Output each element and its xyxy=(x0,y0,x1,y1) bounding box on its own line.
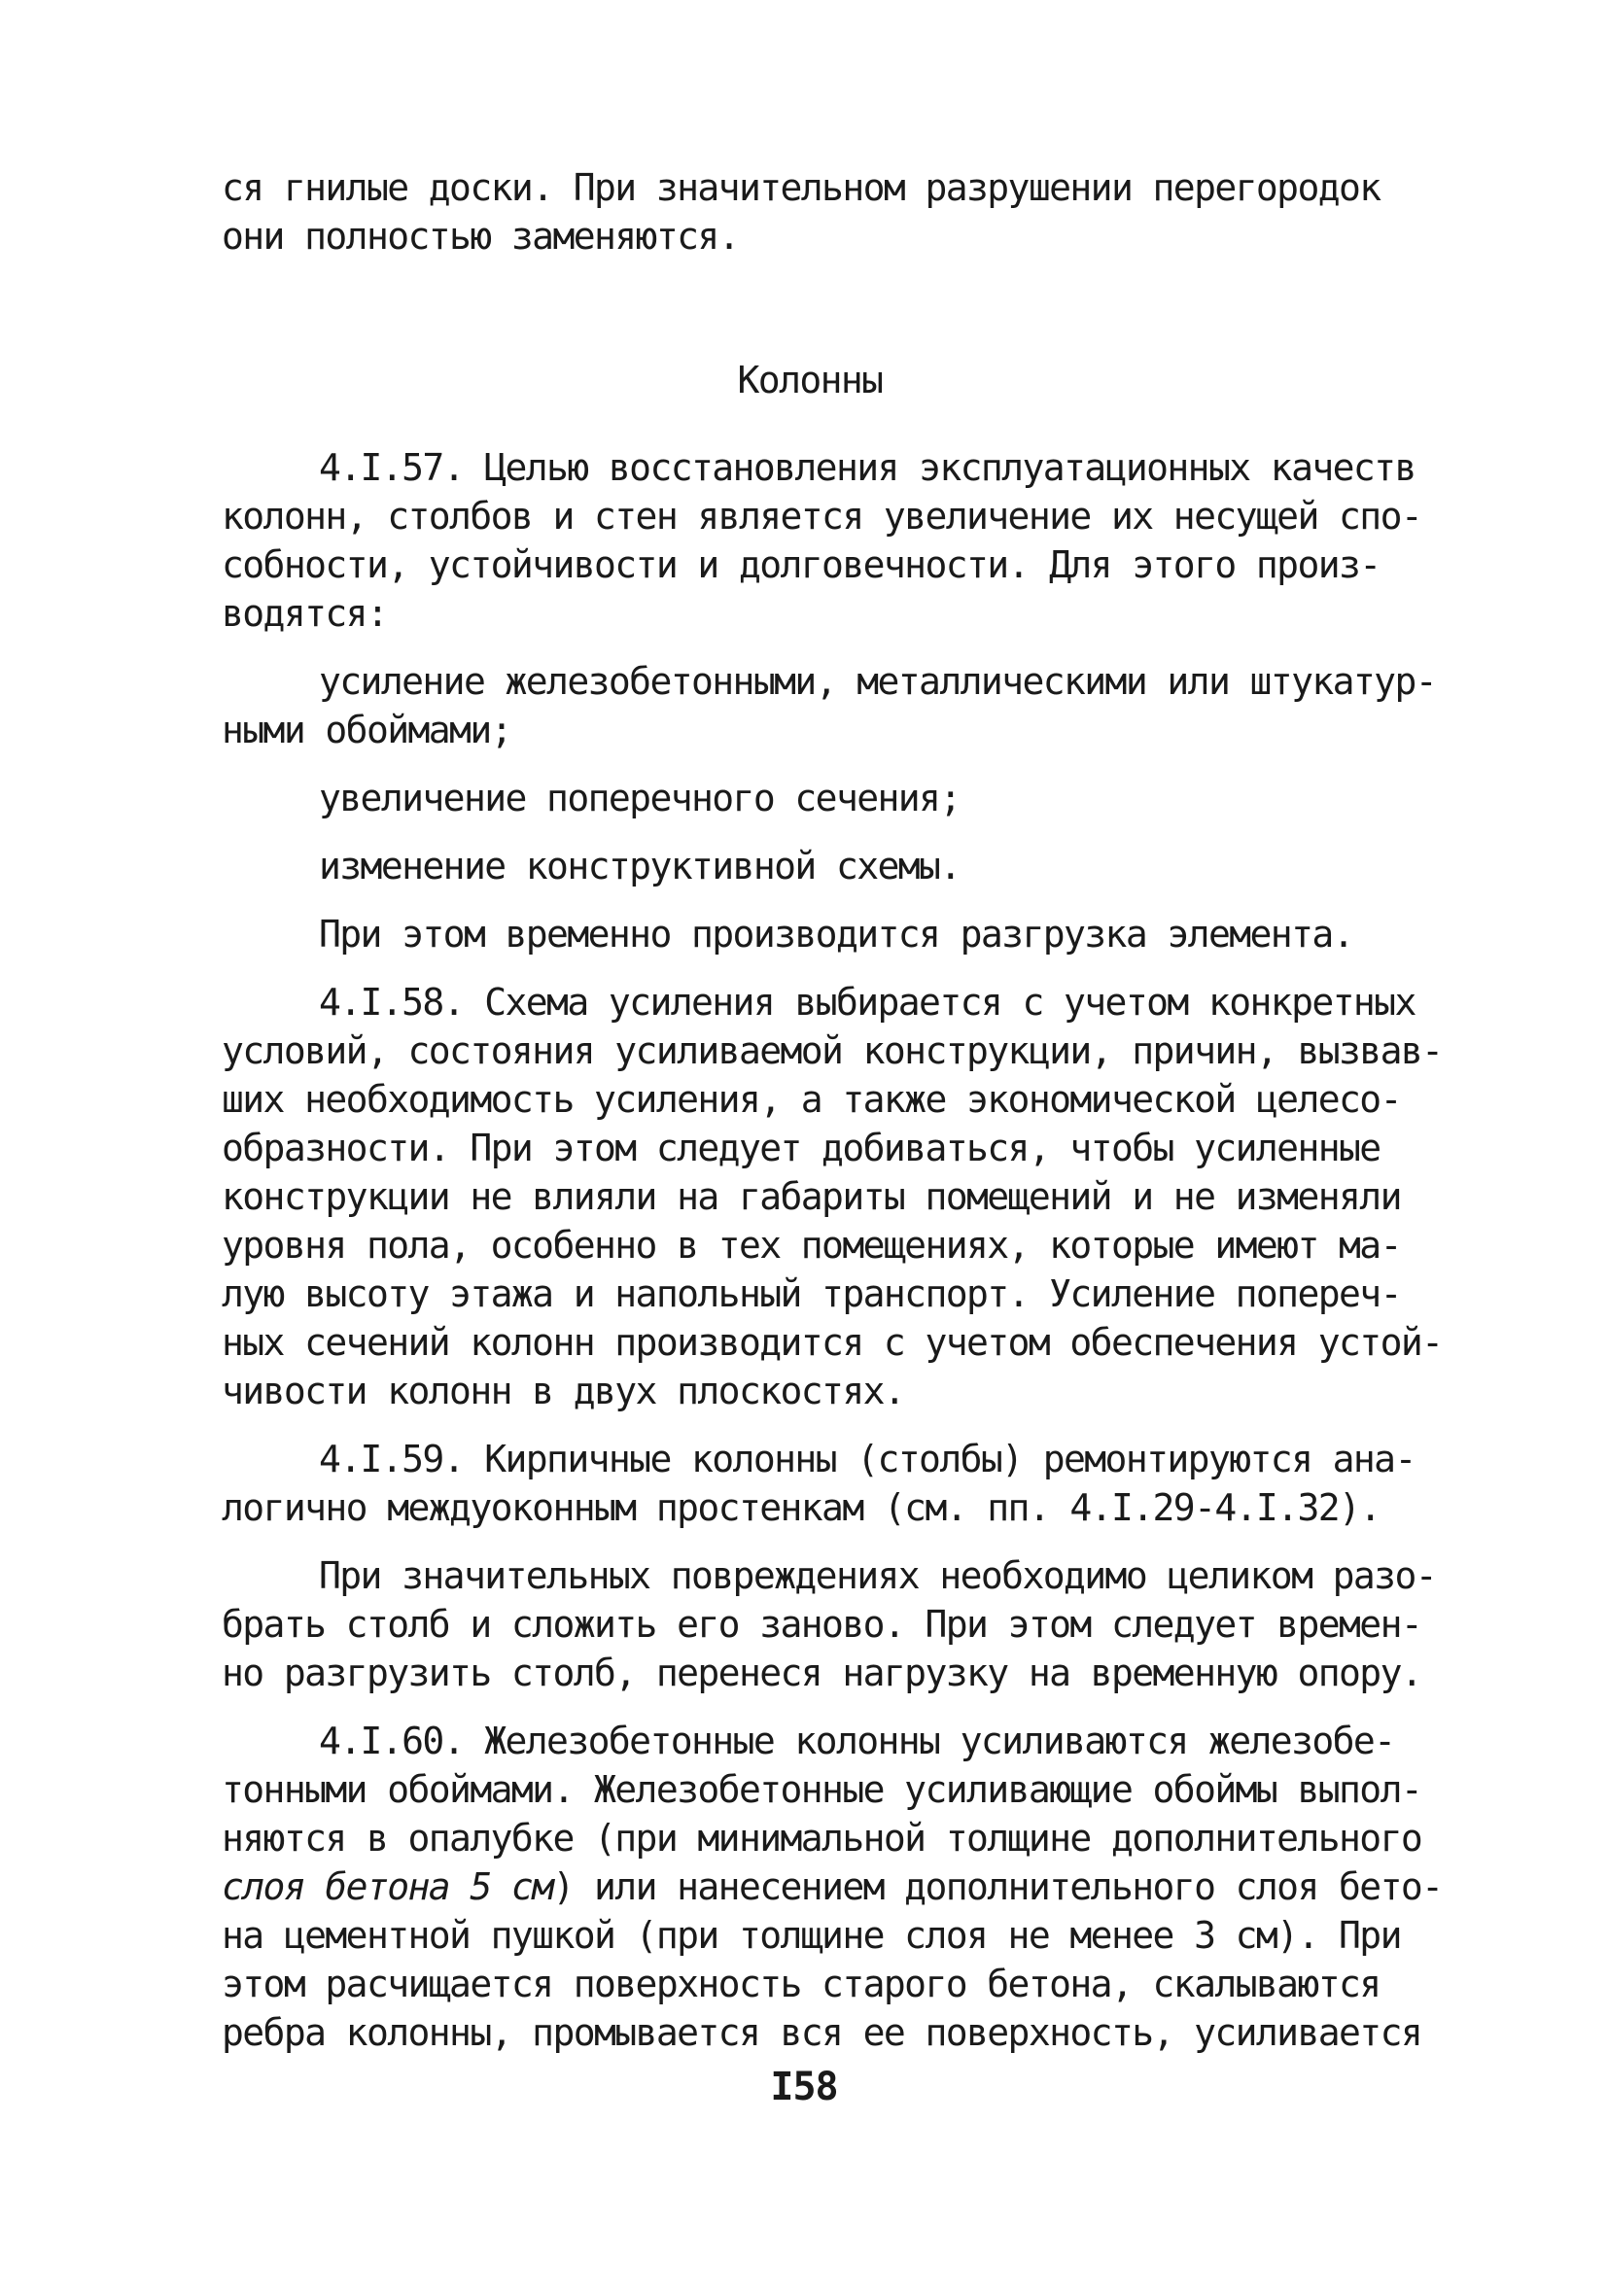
text-line: лую высоту этажа и напольный транспорт. Усиление попереч- xyxy=(222,1272,1401,1315)
text-line: усиление железобетонными, металлическими или штукатур- xyxy=(319,660,1437,703)
text-line: ся гнилые доски. При значительном разрушении перегородок xyxy=(222,166,1381,209)
text-line: няются в опалубке (при минимальной толщине дополнительного xyxy=(222,1817,1422,1860)
text-line: ших необходимость усиления, а также экономической целесо- xyxy=(222,1078,1401,1121)
text-line: они полностью заменяются. xyxy=(222,215,739,258)
text-line: 4.I.58. Схема усиления выбирается с учетом конкретных xyxy=(319,981,1416,1024)
text-line xyxy=(222,1862,1443,1911)
text-line: ных сечений колонн производится с учетом обеспечения устой- xyxy=(222,1321,1443,1364)
paragraph-4-1-58 xyxy=(222,978,1443,1415)
paragraph-4-1-59-continued xyxy=(222,1551,1437,1697)
document-page xyxy=(222,163,1443,2057)
text-line: ными обоймами; xyxy=(222,709,511,751)
text-line: При значительных повреждениях необходимо целиком разо- xyxy=(319,1554,1437,1597)
text-line: конструкции не влияли на габариты помещений и не изменяли xyxy=(222,1175,1401,1218)
text-line: логично междуоконным простенкам (см. пп. 4.I.29-4.I.32). xyxy=(222,1486,1381,1529)
page-number: I58 xyxy=(770,2065,838,2109)
section-title: Колонны xyxy=(737,359,883,401)
paragraph-4-1-60 xyxy=(222,1717,1443,2057)
text-line: собности, устойчивости и долговечности. Для этого произ- xyxy=(222,543,1381,586)
text-line: колонн, столбов и стен является увеличение их несущей спо- xyxy=(222,495,1422,538)
text-line: 4.I.60. Железобетонные колонны усиливаются железобе- xyxy=(319,1720,1395,1762)
text-line: чивости колонн в двух плоскостях. xyxy=(222,1370,905,1412)
text-line: условий, состояния усиливаемой конструкции, причин, вызвав- xyxy=(222,1029,1443,1072)
text-line: на цементной пушкой (при толщине слоя не менее 3 см). При xyxy=(222,1914,1401,1957)
intro-paragraph xyxy=(222,163,1398,261)
text-line: 4.I.57. Целью восстановления эксплуатационных качеств xyxy=(319,446,1416,489)
text-line: водятся: xyxy=(222,592,388,635)
text-line: уровня пола, особенно в тех помещениях, которые имеют ма- xyxy=(222,1224,1401,1267)
text-line: брать столб и сложить его заново. При этом следует времен- xyxy=(222,1603,1422,1646)
text-line: но разгрузить столб, перенеся нагрузку на временную опору. xyxy=(222,1652,1422,1694)
italic-fragment: слоя бетона 5 см xyxy=(222,1865,553,1908)
text-fragment: ) или нанесением дополнительного слоя бето- xyxy=(552,1865,1443,1908)
paragraph-4-1-59 xyxy=(222,1435,1416,1532)
paragraph-4-1-57 xyxy=(222,443,1422,638)
measure-item-3: изменение конструктивной схемы. xyxy=(319,845,961,887)
text-line: тонными обоймами. Железобетонные усиливающие обоймы выпол- xyxy=(222,1768,1422,1811)
text-line: образности. При этом следует добиваться, чтобы усиленные xyxy=(222,1127,1381,1169)
text-line: 4.I.59. Кирпичные колонны (столбы) ремонтируются ана- xyxy=(319,1438,1416,1480)
measure-item-2: увеличение поперечного сечения; xyxy=(319,777,961,819)
text-line: ребра колонны, промывается вся ее поверхность, усиливается xyxy=(222,2011,1422,2054)
measure-item-1 xyxy=(222,657,1437,754)
measures-note: При этом временно производится разгрузка элемента. xyxy=(319,913,1353,956)
text-line: этом расчищается поверхность старого бетона, скалываются xyxy=(222,1963,1381,2005)
